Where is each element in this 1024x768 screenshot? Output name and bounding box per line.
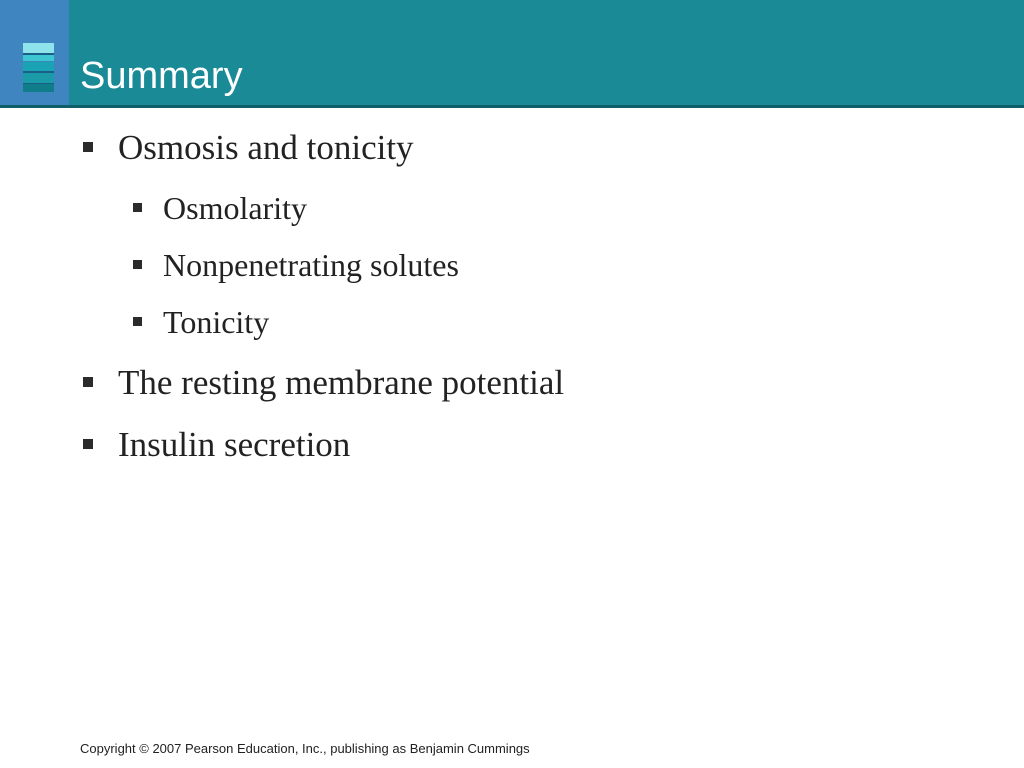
square-bullet-icon: [83, 142, 93, 152]
bullet-label: Osmosis and tonicity: [118, 128, 414, 167]
logo-bar-3: [23, 62, 54, 71]
sub-bullet-item: [163, 246, 459, 284]
sub-bullet-item: [163, 303, 269, 341]
sub-bullet-label: Nonpenetrating solutes: [163, 247, 459, 283]
bullet-item: [118, 424, 350, 466]
copyright-footer: Copyright © 2007 Pearson Education, Inc., publishing as Benjamin Cummings: [80, 741, 530, 756]
bullet-item: [118, 127, 414, 169]
sub-bullet-label: Tonicity: [163, 304, 270, 340]
square-bullet-icon: [83, 439, 93, 449]
logo-bar-1: [23, 43, 54, 53]
stacked-bars-logo-icon: [0, 0, 69, 105]
sub-bullet-label: Osmolarity: [163, 190, 307, 226]
square-bullet-icon: [83, 377, 93, 387]
square-bullet-icon: [133, 203, 142, 212]
logo-bar-2: [23, 55, 54, 61]
logo-bar-4: [23, 73, 54, 83]
bullet-item: [118, 362, 564, 404]
logo-bar-5: [23, 84, 54, 92]
bullet-label: The resting membrane potential: [118, 363, 565, 402]
square-bullet-icon: [133, 317, 142, 326]
header-divider: [0, 105, 1024, 108]
square-bullet-icon: [133, 260, 142, 269]
sub-bullet-item: [163, 189, 307, 227]
slide-title: Summary: [80, 55, 243, 97]
bullet-label: Insulin secretion: [118, 425, 351, 464]
